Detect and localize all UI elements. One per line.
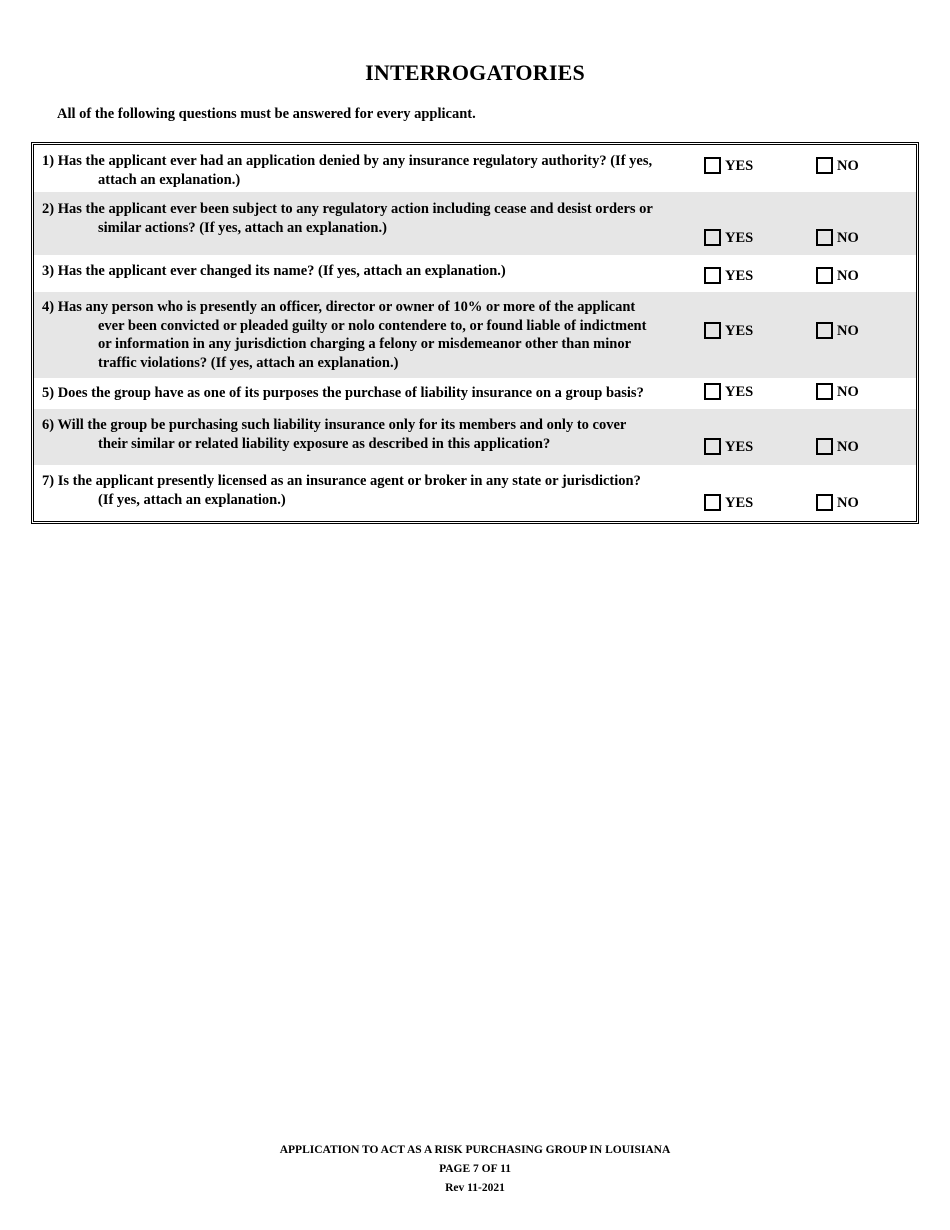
question-2-yes-checkbox[interactable] bbox=[704, 229, 721, 246]
yes-label: YES bbox=[725, 323, 754, 339]
no-label: NO bbox=[837, 439, 859, 455]
question-line: 7) Is the applicant presently licensed as an insurance agent or broker in any state or jurisdiction? bbox=[42, 473, 641, 489]
no-label: NO bbox=[837, 495, 859, 511]
question-4-text bbox=[42, 298, 646, 372]
question-line: 3) Has the applicant ever changed its name? (If yes, attach an explanation.) bbox=[42, 263, 506, 279]
question-5-no-option[interactable] bbox=[816, 383, 859, 400]
question-2-no-option[interactable] bbox=[816, 229, 859, 246]
interrogatories-table bbox=[31, 142, 919, 524]
yes-label: YES bbox=[725, 495, 754, 511]
question-line: attach an explanation.) bbox=[98, 171, 241, 188]
yes-label: YES bbox=[725, 384, 754, 400]
yes-label: YES bbox=[725, 230, 754, 246]
question-1-text bbox=[42, 152, 652, 189]
question-line: (If yes, attach an explanation.) bbox=[98, 491, 286, 508]
question-4-yes-option[interactable] bbox=[704, 322, 753, 339]
page-title: INTERROGATORIES bbox=[365, 60, 585, 85]
question-6-text bbox=[42, 416, 626, 453]
no-label: NO bbox=[837, 158, 859, 174]
question-1-no-checkbox[interactable] bbox=[816, 157, 833, 174]
question-line: 6) Will the group be purchasing such liability insurance only for its members and only to cover bbox=[42, 417, 627, 433]
question-line: 1) Has the applicant ever had an application denied by any insurance regulatory authority? (If yes, bbox=[42, 153, 653, 169]
question-3-yes-option[interactable] bbox=[704, 267, 753, 284]
question-row-6 bbox=[34, 409, 916, 465]
question-6-yes-option[interactable] bbox=[704, 438, 753, 455]
yes-label: YES bbox=[725, 439, 754, 455]
question-row-1 bbox=[34, 145, 916, 192]
question-7-no-option[interactable] bbox=[816, 494, 859, 511]
question-3-no-option[interactable] bbox=[816, 267, 859, 284]
question-2-text bbox=[42, 200, 653, 237]
question-1-no-option[interactable] bbox=[816, 157, 859, 174]
question-2-no-checkbox[interactable] bbox=[816, 229, 833, 246]
question-line: traffic violations? (If yes, attach an explanation.) bbox=[98, 354, 399, 371]
question-4-no-option[interactable] bbox=[816, 322, 859, 339]
instructions-text: All of the following questions must be answered for every applicant. bbox=[57, 106, 476, 122]
question-line: their similar or related liability exposure as described in this application? bbox=[98, 435, 551, 452]
question-row-5 bbox=[34, 378, 916, 409]
question-line: similar actions? (If yes, attach an explanation.) bbox=[98, 219, 387, 236]
no-label: NO bbox=[837, 384, 859, 400]
footer-revision: Rev 11-2021 bbox=[445, 1182, 505, 1194]
question-5-text bbox=[42, 384, 644, 403]
question-7-no-checkbox[interactable] bbox=[816, 494, 833, 511]
question-2-yes-option[interactable] bbox=[704, 229, 753, 246]
question-1-yes-option[interactable] bbox=[704, 157, 753, 174]
question-line: 4) Has any person who is presently an officer, director or owner of 10% or more of the applicant bbox=[42, 299, 636, 315]
question-7-yes-checkbox[interactable] bbox=[704, 494, 721, 511]
question-row-4 bbox=[34, 292, 916, 378]
question-6-no-checkbox[interactable] bbox=[816, 438, 833, 455]
question-line: or information in any jurisdiction charging a felony or misdemeanor other than minor bbox=[98, 336, 632, 352]
question-4-yes-checkbox[interactable] bbox=[704, 322, 721, 339]
question-row-7 bbox=[34, 465, 916, 521]
question-row-2 bbox=[34, 192, 916, 255]
no-label: NO bbox=[837, 323, 859, 339]
footer-form-title: APPLICATION TO ACT AS A RISK PURCHASING GROUP IN LOUISIANA bbox=[279, 1144, 671, 1156]
question-line: 2) Has the applicant ever been subject to any regulatory action including cease and desist orders or bbox=[42, 201, 653, 217]
question-4-no-checkbox[interactable] bbox=[816, 322, 833, 339]
question-7-yes-option[interactable] bbox=[704, 494, 753, 511]
question-5-yes-option[interactable] bbox=[704, 383, 753, 400]
question-3-text bbox=[42, 262, 506, 281]
question-5-yes-checkbox[interactable] bbox=[704, 383, 721, 400]
question-6-no-option[interactable] bbox=[816, 438, 859, 455]
no-label: NO bbox=[837, 230, 859, 246]
question-3-no-checkbox[interactable] bbox=[816, 267, 833, 284]
question-6-yes-checkbox[interactable] bbox=[704, 438, 721, 455]
yes-label: YES bbox=[725, 268, 754, 284]
question-line: ever been convicted or pleaded guilty or nolo contendere to, or found liable of indictment bbox=[98, 317, 647, 334]
question-line: 5) Does the group have as one of its purposes the purchase of liability insurance on a group basis? bbox=[42, 385, 644, 401]
question-5-no-checkbox[interactable] bbox=[816, 383, 833, 400]
question-7-text bbox=[42, 472, 641, 509]
question-3-yes-checkbox[interactable] bbox=[704, 267, 721, 284]
question-row-3 bbox=[34, 255, 916, 292]
no-label: NO bbox=[837, 268, 859, 284]
yes-label: YES bbox=[725, 158, 754, 174]
footer-page-number: PAGE 7 OF 11 bbox=[439, 1163, 511, 1175]
question-1-yes-checkbox[interactable] bbox=[704, 157, 721, 174]
